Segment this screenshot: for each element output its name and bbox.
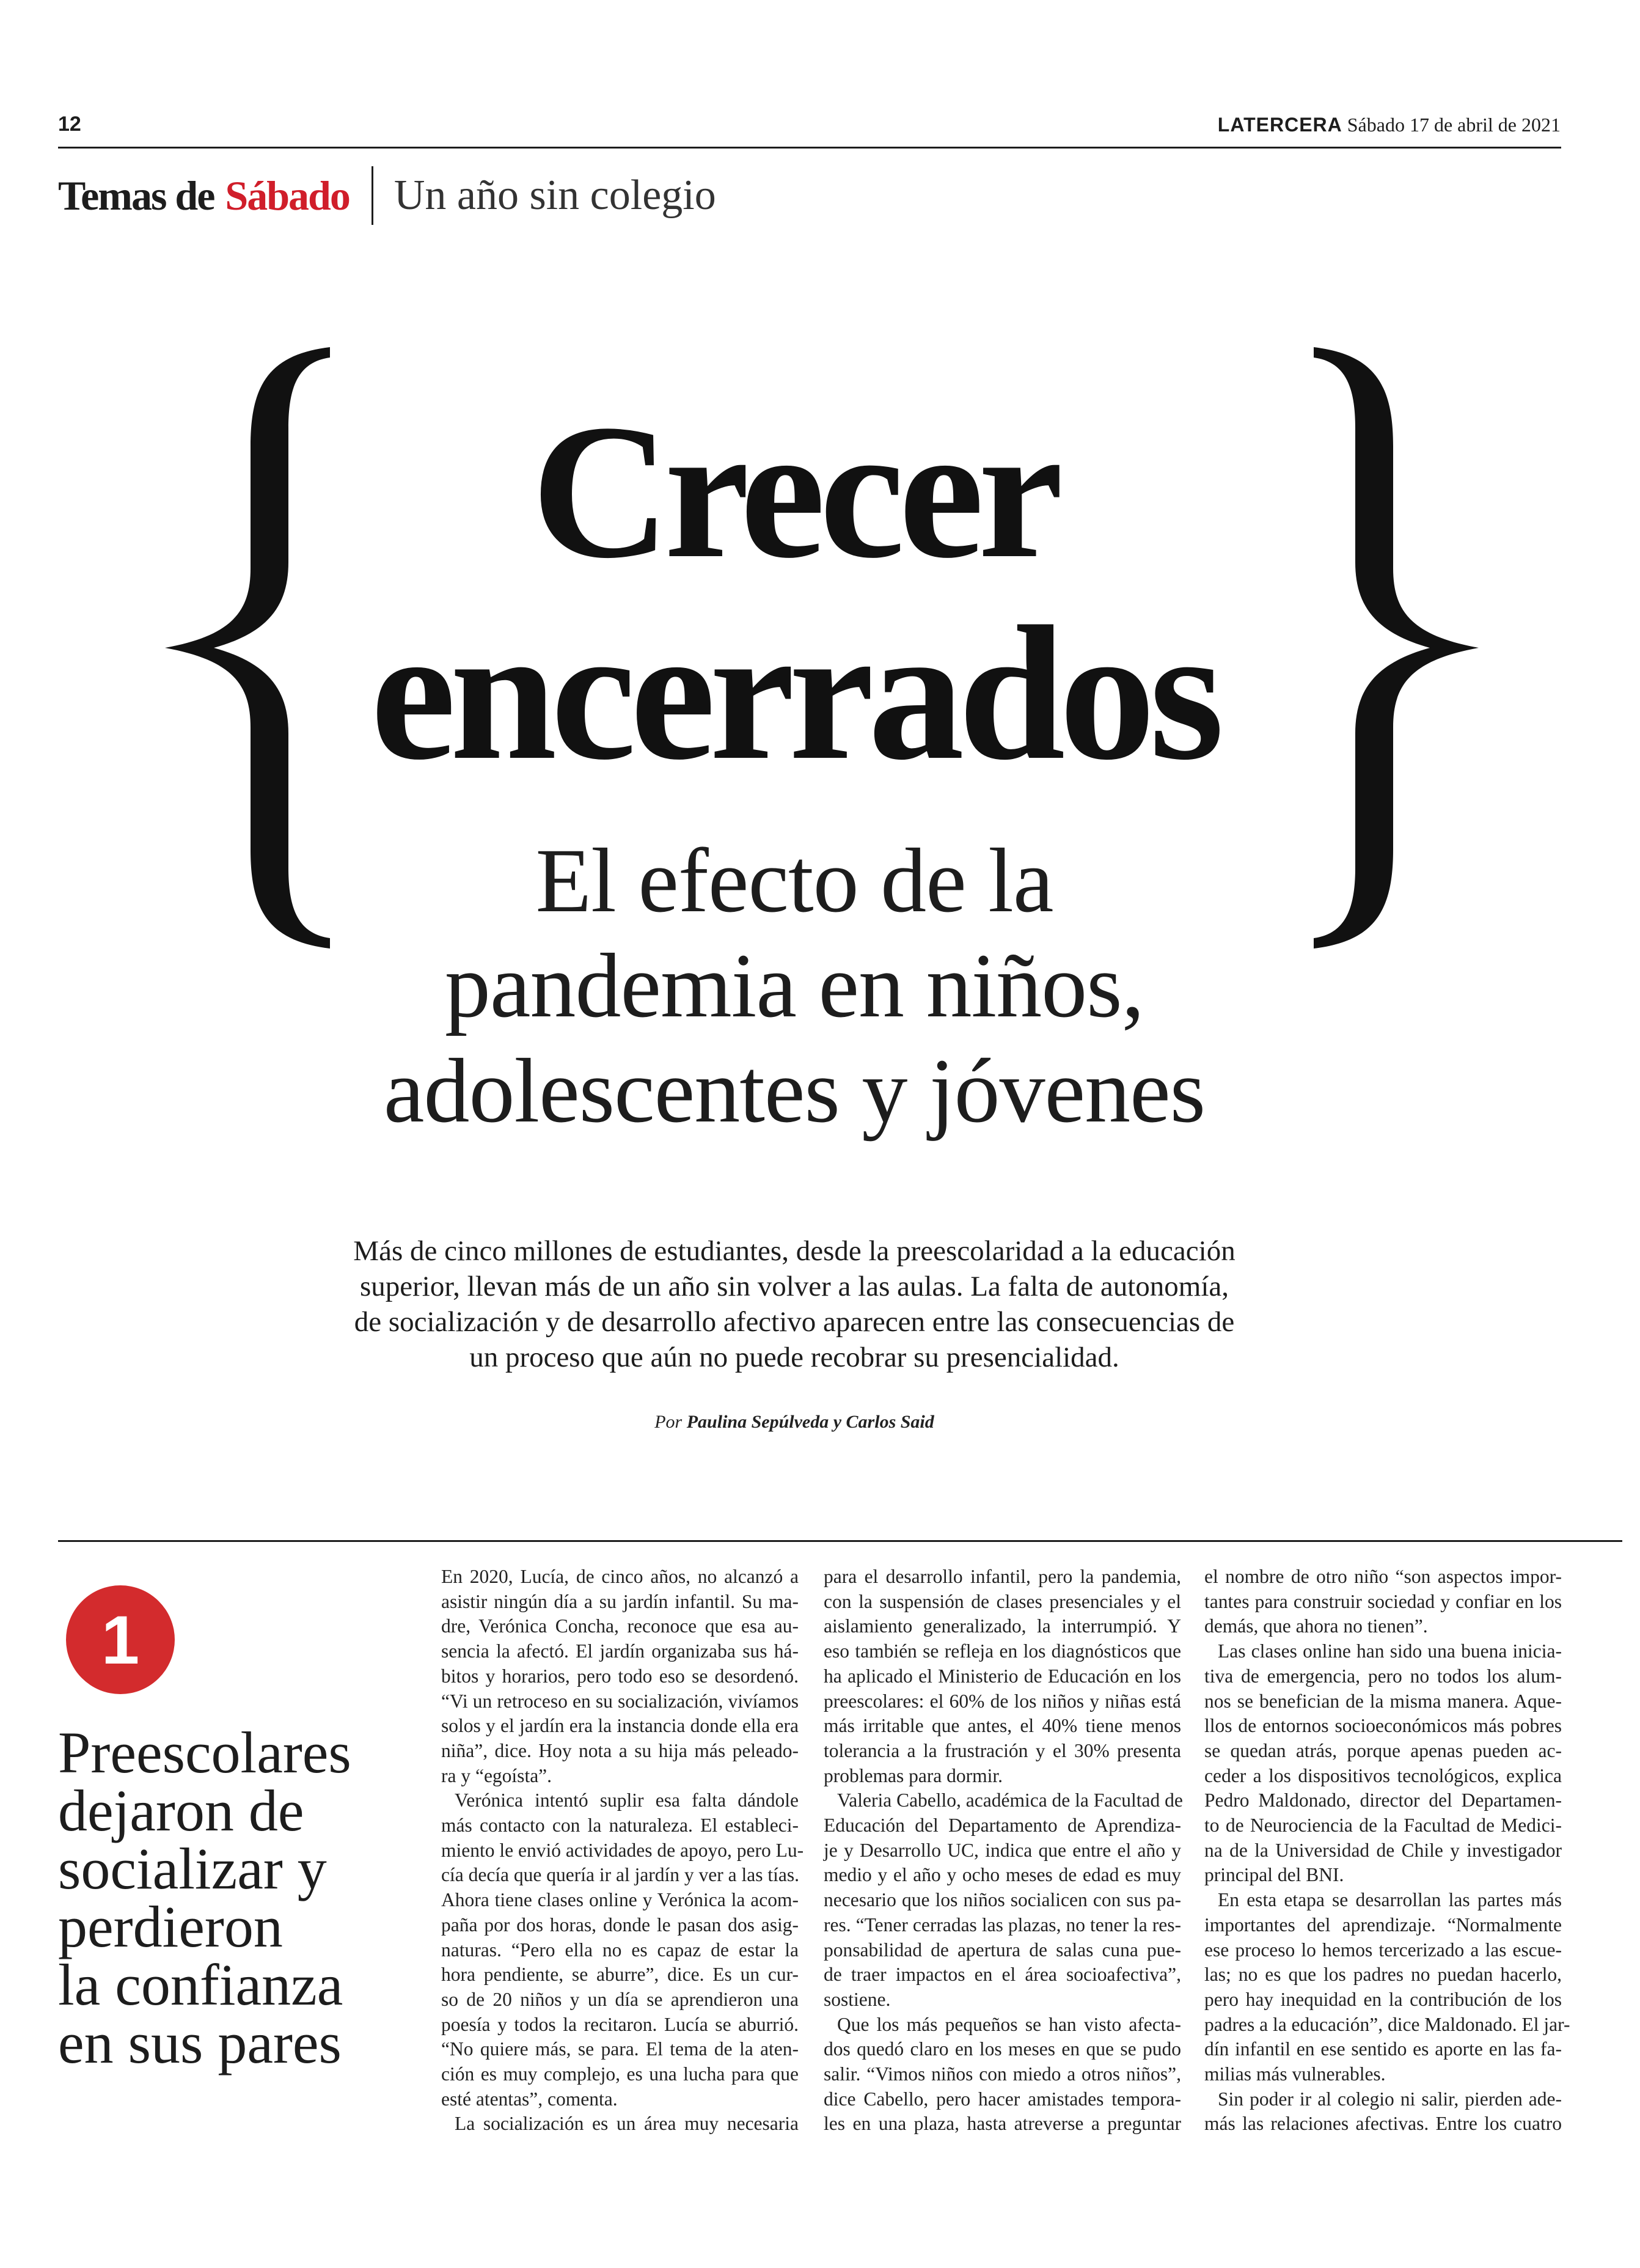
body-line: esté atentas”, comenta. <box>441 2088 618 2110</box>
body-line: medio y el año y ocho meses de edad es muy <box>824 1864 1181 1886</box>
kicker-line: en sus pares <box>58 2010 342 2075</box>
body-line: padres a la educación”, dice Maldonado. El jar- <box>1204 2013 1570 2035</box>
body-line: sencia la afectó. El jardín organizaba sus há- <box>441 1640 799 1662</box>
subheadline-line: El efecto de la <box>535 830 1053 931</box>
body-line: llos de entornos socioeconómicos más pobres <box>1204 1715 1562 1737</box>
body-line: solos y el jardín era la instancia donde ella era <box>441 1715 799 1737</box>
kicker-line: Preescolares <box>58 1720 351 1785</box>
body-line: res. “Tener cerradas las plazas, no tener la res- <box>824 1914 1181 1936</box>
subheadline-line: pandemia en niños, <box>444 935 1144 1037</box>
body-line: con la suspensión de clases presenciales y el <box>824 1590 1181 1612</box>
kicker-line: la confianza <box>58 1952 343 2017</box>
right-brace-icon <box>1308 342 1515 953</box>
body-line: asistir ningún día a su jardín infantil. Su ma- <box>441 1590 799 1612</box>
page-number: 12 <box>58 112 81 136</box>
section-rule <box>58 1540 1622 1542</box>
body-line: so de 20 niños y un día se aprendieron una <box>441 1988 799 2010</box>
body-line: hora pendiente, se aburre”, dice. Es un cur- <box>441 1964 799 1986</box>
headline <box>257 385 1332 800</box>
body-line: nos se benefician de la misma manera. Aque- <box>1204 1690 1562 1712</box>
body-line: más las relaciones afectivas. Entre los cuatro <box>1204 2113 1562 2135</box>
body-line: ha aplicado el Ministerio de Educación en los <box>824 1665 1181 1687</box>
body-line: Que los más pequeños se han visto afecta- <box>837 2013 1181 2035</box>
body-line: Ahora tiene clases online y Verónica la acom- <box>441 1889 799 1911</box>
headline-line: Crecer <box>531 385 1058 598</box>
section-divider <box>372 166 373 225</box>
body-line: más contacto con la naturaleza. El estableci- <box>441 1815 799 1837</box>
lead-line: superior, llevan más de un año sin volver a las aulas. La falta de autonomía, <box>359 1271 1229 1302</box>
section-series-a: Temas de <box>58 172 214 219</box>
body-line: Verónica intentó suplir esa falta dándole <box>455 1789 799 1811</box>
body-line: miento le envió actividades de apoyo, pero Lu- <box>441 1839 804 1861</box>
body-line: de traer impactos en el área socioafectiva”, <box>824 1964 1181 1986</box>
chapter-number-badge: 1 <box>66 1585 175 1694</box>
body-line: poesía y todos la recitaron. Lucía se aburrió. <box>441 2013 799 2035</box>
chapter-kicker <box>58 1720 425 2075</box>
body-line: En esta etapa se desarrollan las partes más <box>1218 1889 1562 1911</box>
newspaper-brand: LATERCERA <box>1217 114 1342 136</box>
body-line: sostiene. <box>824 1988 891 2010</box>
body-line: Pedro Maldonado, director del Departamen- <box>1204 1789 1562 1811</box>
body-line: ese proceso lo hemos tercerizado a las escue- <box>1204 1939 1562 1961</box>
body-line: Educación del Departamento de Aprendiza- <box>824 1815 1181 1837</box>
subheadline <box>257 828 1332 1143</box>
body-line: paña por dos horas, donde le pasan dos asig- <box>441 1914 799 1936</box>
body-line: dre, Verónica Concha, reconoce que esa au- <box>441 1615 799 1637</box>
body-line: La socialización es un área muy necesaria <box>455 2113 799 2135</box>
body-line: to de Neurociencia de la Facultad de Medici- <box>1204 1815 1562 1837</box>
body-line: dín infantil en ese sentido es aporte en las fa- <box>1204 2038 1562 2060</box>
body-line: naturas. “Pero ella no es capaz de estar la <box>441 1939 799 1961</box>
lead-line: Más de cinco millones de estudiantes, desde la preescolaridad a la educación <box>353 1235 1235 1267</box>
body-line: preescolares: el 60% de los niños y niñas está <box>824 1690 1181 1712</box>
body-line: dos quedó claro en los meses en que se pudo <box>824 2038 1181 2060</box>
body-line: demás, que ahora no tienen”. <box>1204 1615 1428 1637</box>
body-line: se quedan atrás, porque apenas pueden ac- <box>1204 1739 1562 1761</box>
kicker-line: perdieron <box>58 1894 283 1959</box>
body-line: más irritable que antes, el 40% tiene menos <box>824 1715 1181 1737</box>
body-line: Sin poder ir al colegio ni salir, pierden ade- <box>1218 2088 1562 2110</box>
body-line: les en una plaza, hasta atreverse a preguntar <box>824 2113 1181 2135</box>
body-line: tolerancia a la frustración y el 30% presenta <box>824 1739 1181 1761</box>
body-line: necesario que los niños socialicen con sus pa- <box>824 1889 1181 1911</box>
body-line: problemas para dormir. <box>824 1764 1003 1786</box>
body-line: para el desarrollo infantil, pero la pandemia, <box>824 1566 1181 1587</box>
body-line: tiva de emergencia, pero no todos los alum- <box>1204 1665 1562 1687</box>
section-series-b: Sábado <box>225 172 350 219</box>
kicker-line: socializar y <box>58 1836 327 1901</box>
body-line: milias más vulnerables. <box>1204 2063 1386 2085</box>
body-column-2 <box>824 1565 1181 2137</box>
body-line: ra y “egoísta”. <box>441 1764 552 1786</box>
byline-prefix: Por <box>654 1412 683 1432</box>
issue-date: Sábado 17 de abril de 2021 <box>1347 114 1561 136</box>
body-line: cía decía que quería ir al jardín y ver a las tías. <box>441 1864 799 1886</box>
body-line: importantes del aprendizaje. “Normalmente <box>1204 1914 1562 1936</box>
lead-paragraph <box>257 1233 1332 1375</box>
body-line: “Vi un retroceso en su socialización, vivíamos <box>441 1690 799 1712</box>
subheadline-line: adolescentes y jóvenes <box>383 1040 1206 1142</box>
body-line: las; no es que los padres no puedan hacerlo, <box>1204 1964 1562 1986</box>
body-line: ponsabilidad de apertura de salas cuna pue- <box>824 1939 1181 1961</box>
kicker-line: dejaron de <box>58 1778 304 1843</box>
body-line: pero hay inequidad en la contribución de los <box>1204 1988 1562 2010</box>
byline-authors: Paulina Sepúlveda y Carlos Said <box>686 1412 934 1432</box>
lead-line: de socialización y de desarrollo afectivo aparecen entre las consecuencias de <box>354 1306 1235 1338</box>
body-line: “No quiere más, se para. El tema de la aten- <box>441 2038 799 2060</box>
body-line: bitos y horarios, pero todo eso se desordenó. <box>441 1665 799 1687</box>
byline <box>257 1412 1332 1433</box>
body-line: tantes para construir sociedad y confiar en los <box>1204 1590 1562 1612</box>
body-line: niña”, dice. Hoy nota a su hija más peleado- <box>441 1739 799 1761</box>
body-line: na de la Universidad de Chile y investigador <box>1204 1839 1562 1861</box>
body-line: principal del BNI. <box>1204 1864 1344 1886</box>
headline-line: encerrados <box>370 587 1218 800</box>
body-line: salir. “Vimos niños con miedo a otros niños”, <box>824 2063 1181 2085</box>
section-header <box>58 165 716 226</box>
masthead <box>1218 114 1561 136</box>
body-line: Valeria Cabello, académica de la Facultad de <box>837 1789 1183 1811</box>
body-line: En 2020, Lucía, de cinco años, no alcanzó a <box>441 1566 799 1587</box>
lead-line: un proceso que aún no puede recobrar su presencialidad. <box>469 1341 1119 1373</box>
section-topic: Un año sin colegio <box>394 172 716 219</box>
top-rule <box>58 147 1561 149</box>
body-line: eso también se refleja en los diagnósticos que <box>824 1640 1181 1662</box>
body-column-3 <box>1204 1565 1570 2137</box>
body-line: dice Cabello, pero hacer amistades tempora- <box>824 2088 1181 2110</box>
body-line: el nombre de otro niño “son aspectos impor- <box>1204 1566 1562 1587</box>
body-line: ción es muy complejo, es una lucha para que <box>441 2063 799 2085</box>
body-line: je y Desarrollo UC, indica que entre el año y <box>824 1839 1181 1861</box>
body-line: aislamiento generalizado, la interrumpió. Y <box>824 1615 1181 1637</box>
body-line: ceder a los dispositivos tecnológicos, explica <box>1204 1764 1562 1786</box>
body-column-1 <box>441 1565 804 2137</box>
body-line: Las clases online han sido una buena inicia- <box>1218 1640 1562 1662</box>
